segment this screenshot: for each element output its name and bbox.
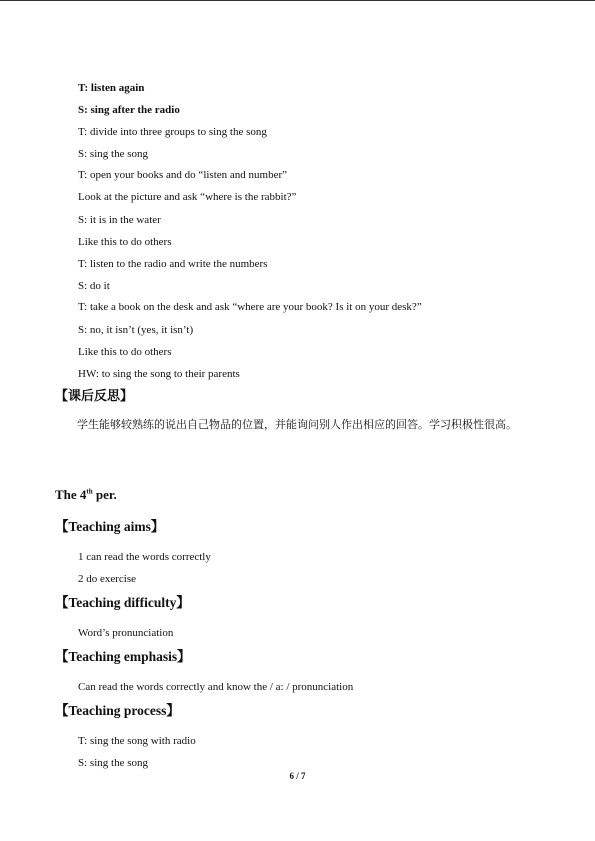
- period-sup: th: [86, 487, 93, 496]
- page-number: 6 / 7: [289, 771, 306, 781]
- difficulty-heading: 【Teaching difficulty】: [55, 595, 190, 610]
- process-line-5: T: open your books and do “listen and number”: [78, 169, 288, 181]
- aims-item-1: 1 can read the words correctly: [78, 551, 211, 563]
- process-line-8: Like this to do others: [78, 236, 172, 248]
- period-suffix: per.: [92, 487, 117, 502]
- process-line-10: S: do it: [78, 280, 110, 292]
- process-line-13: Like this to do others: [78, 346, 172, 358]
- reflection-heading: 【课后反思】: [55, 389, 134, 404]
- process-line-4: S: sing the song: [78, 148, 148, 160]
- process-line-7: S: it is in the water: [78, 214, 161, 226]
- aims-heading: 【Teaching aims】: [55, 519, 165, 534]
- process-line-1: T: listen again: [78, 82, 145, 94]
- period-title: [55, 486, 117, 503]
- difficulty-text: Word’s pronunciation: [78, 627, 174, 639]
- emphasis-heading: 【Teaching emphasis】: [55, 649, 191, 664]
- header-rule: [0, 0, 595, 1]
- process-line-9: T: listen to the radio and write the numbers: [78, 258, 268, 270]
- process-line-11: T: take a book on the desk and ask “where are your book? Is it on your desk?”: [78, 301, 422, 313]
- process-line-3: T: divide into three groups to sing the song: [78, 126, 267, 138]
- process-item-1: T: sing the song with radio: [78, 735, 196, 747]
- period-prefix: The 4: [55, 487, 87, 502]
- process-heading: 【Teaching process】: [55, 703, 180, 718]
- emphasis-text: Can read the words correctly and know the / a: / pronunciation: [78, 681, 354, 693]
- process-line-14: HW: to sing the song to their parents: [78, 368, 240, 380]
- aims-item-2: 2 do exercise: [78, 573, 137, 585]
- process-line-2: S: sing after the radio: [78, 104, 180, 116]
- process-item-2: S: sing the song: [78, 757, 148, 769]
- process-line-6: Look at the picture and ask “where is the rabbit?”: [78, 191, 297, 203]
- process-line-12: S: no, it isn’t (yes, it isn’t): [78, 324, 194, 336]
- reflection-text: 学生能够较熟练的说出自己物品的位置，并能询问别人作出相应的回答。学习积极性很高。: [77, 418, 517, 431]
